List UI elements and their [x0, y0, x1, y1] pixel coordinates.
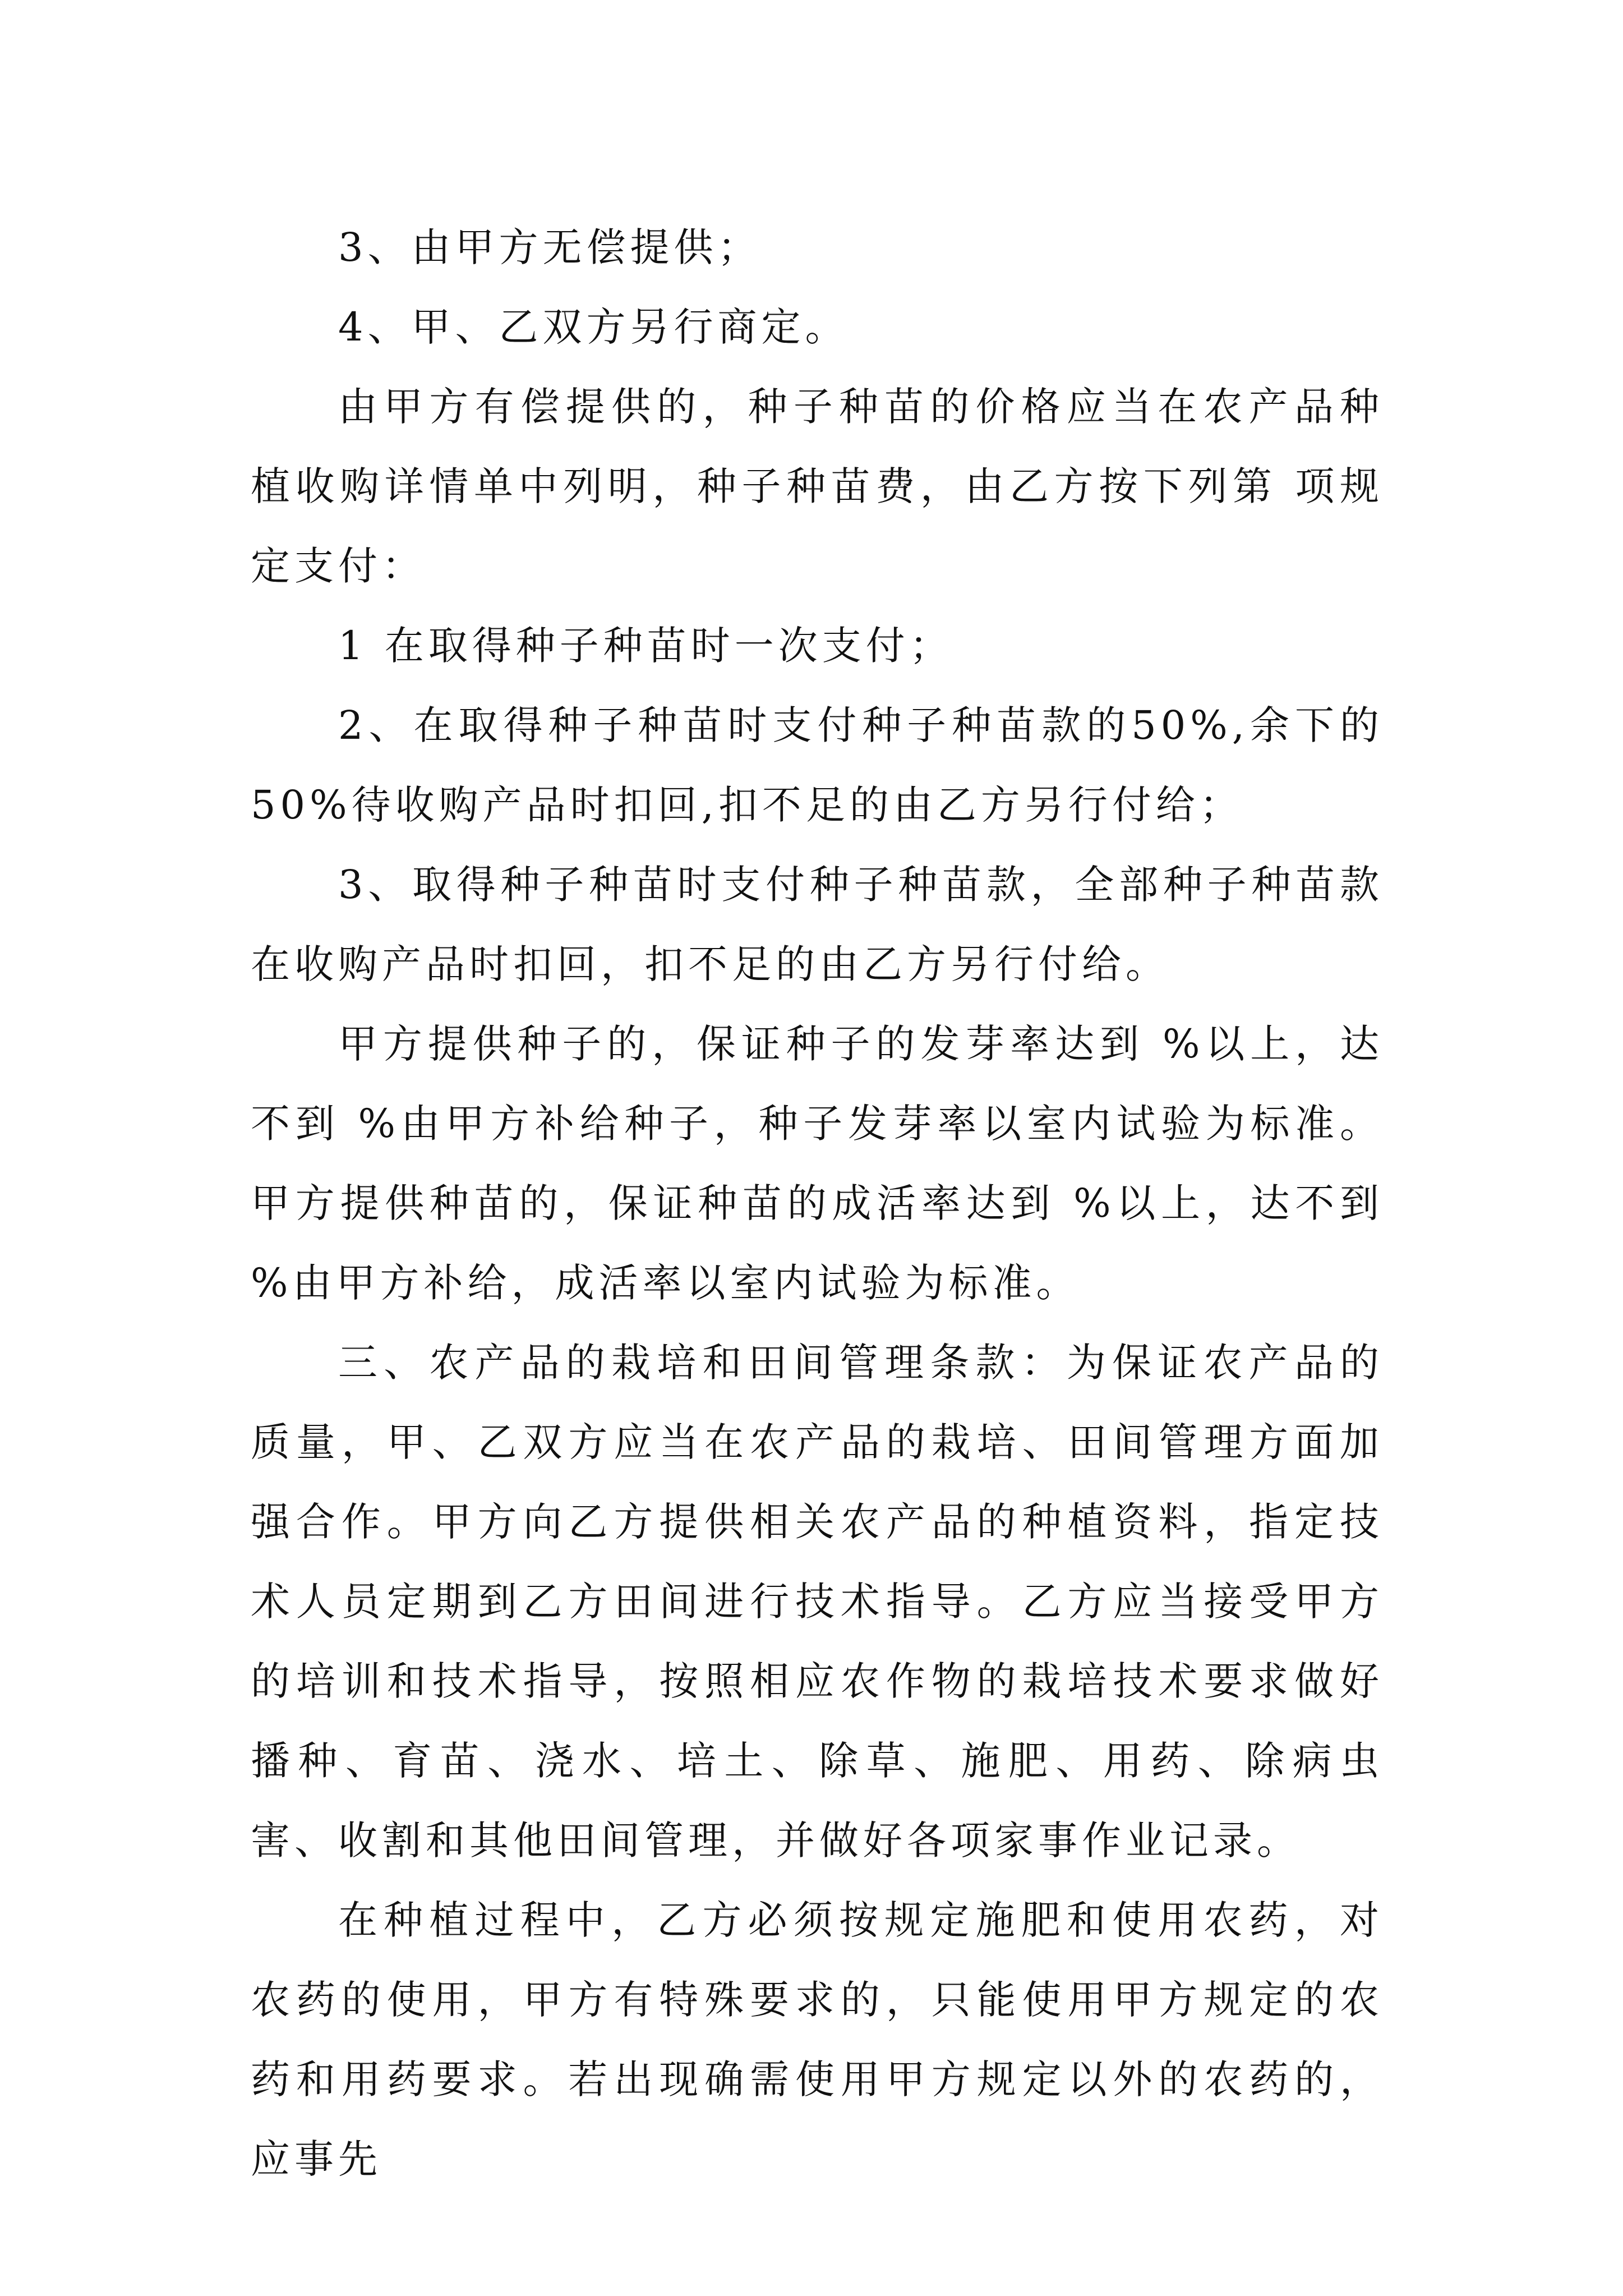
document-page: [251, 208, 1384, 2199]
paragraph-payment-option-3: 3、取得种子种苗时支付种子种苗款，全部种子种苗款在收购产品时扣回，扣不足的由乙方另行付给。: [251, 862, 1384, 987]
paragraph-item-4-negotiate: 4、甲、乙双方另行商定。: [338, 304, 849, 350]
paragraph-payment-option-1: 1 在取得种子种苗时一次支付；: [338, 623, 953, 669]
paragraph-payment-option-2: 2、在取得种子种苗时支付种子种苗款的50%,余下的50%待收购产品时扣回,扣不足的由乙方另行付给；: [251, 702, 1384, 828]
paragraph-item-3-free-supply: 3、由甲方无偿提供；: [338, 224, 762, 270]
paragraph-cultivation-management: 三、农产品的栽培和田间管理条款：为保证农产品的质量，甲、乙双方应当在农产品的栽培、田间管理方面加强合作。甲方向乙方提供相关农产品的种植资料，指定技术人员定期到乙方田间进行技术指导。乙方应当接受甲方的培训和技术指导，按照相应农作物的栽培技术要求做好播种、育苗、浇水、培土、除草、施肥、用药、除病虫害、收割和其他田间管理，并做好各项家事作业记录。: [251, 1340, 1384, 1864]
paragraph-paid-supply-price: 由甲方有偿提供的，种子种苗的价格应当在农产品种植收购详情单中列明，种子种苗费，由乙方按下列第 项规定支付：: [251, 384, 1384, 589]
paragraph-germination-rate: 甲方提供种子的，保证种子的发芽率达到 %以上，达不到 %由甲方补给种子，种子发芽率以室内试验为标准。甲方提供种苗的，保证种苗的成活率达到 %以上，达不到 %由甲方补给，成活率以室内试验为标准。: [251, 1021, 1384, 1306]
paragraph-pesticide-use: 在种植过程中，乙方必须按规定施肥和使用农药，对农药的使用，甲方有特殊要求的，只能使用甲方规定的农药和用药要求。若出现确需使用甲方规定以外的农药的，应事先: [251, 1897, 1384, 2182]
